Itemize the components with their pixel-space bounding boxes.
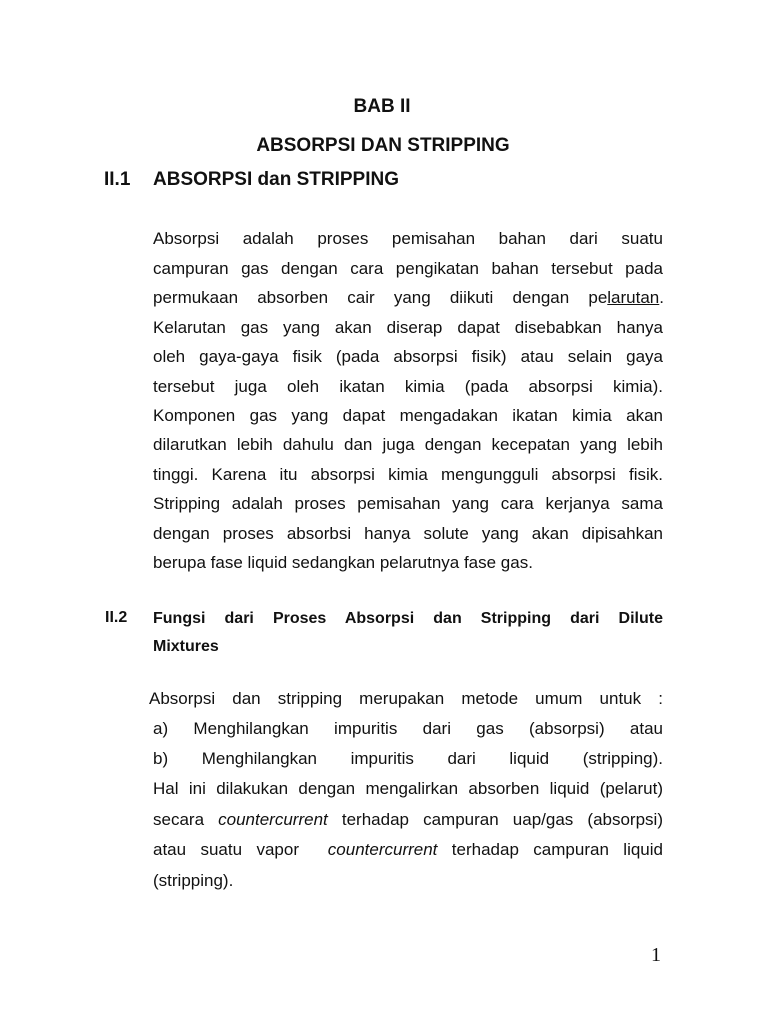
paragraph-line: Kelarutan gas yang akan diserap dapat disebabkan hanya (153, 318, 663, 337)
paragraph-line (153, 288, 664, 308)
section-1-title: ABSORPSI dan STRIPPING (153, 169, 399, 190)
paragraph-line: oleh gaya-gaya fisik (pada absorpsi fisik) atau selain gaya (153, 347, 663, 366)
line-end: . (659, 288, 664, 307)
paragraph-line: Stripping adalah proses pemisahan yang cara kerjanya sama (153, 494, 663, 513)
paragraph-line: dengan proses absorbsi hanya solute yang akan dipisahkan (153, 524, 663, 543)
paragraph-line: tinggi. Karena itu absorpsi kimia mengungguli absorpsi fisik. (153, 465, 663, 484)
section-2-title-cont: Mixtures (153, 638, 219, 655)
paragraph-line: Hal ini dilakukan dengan mengalirkan absorben liquid (pelarut) (153, 779, 663, 798)
paragraph-line: b) Menghilangkan impuritis dari liquid (stripping). (153, 749, 663, 768)
paragraph-line (153, 840, 663, 860)
page-number: 1 (651, 944, 661, 966)
paragraph-line (153, 810, 663, 830)
underlined-word: larutan (607, 288, 660, 307)
line-text: terhadap campuran liquid (437, 840, 663, 859)
line-text: permukaan absorben cair yang diikuti dengan pe (153, 288, 608, 307)
paragraph-line: tersebut juga oleh ikatan kimia (pada absorpsi kimia). (153, 377, 663, 396)
paragraph-line: dilarutkan lebih dahulu dan juga dengan kecepatan yang lebih (153, 435, 663, 454)
section-2-number: II.2 (105, 609, 128, 626)
section-1-number: II.1 (104, 169, 131, 190)
paragraph-line: Komponen gas yang dapat mengadakan ikatan kimia akan (153, 406, 663, 425)
paragraph-line: Absorpsi adalah proses pemisahan bahan dari suatu (153, 229, 663, 248)
chapter-heading: BAB II (353, 96, 411, 117)
paragraph-line: campuran gas dengan cara pengikatan bahan tersebut pada (153, 259, 663, 278)
line-text: secara (153, 810, 219, 829)
paragraph-line: a) Menghilangkan impuritis dari gas (absorpsi) atau (153, 719, 663, 738)
paragraph-line: (stripping). (153, 871, 234, 890)
chapter-title: ABSORPSI DAN STRIPPING (256, 135, 510, 156)
section-2-title: Fungsi dari Proses Absorpsi dan Stripping dari Dilute (153, 610, 663, 627)
section-1-heading (104, 169, 399, 191)
paragraph-line: berupa fase liquid sedangkan pelarutnya fase gas. (153, 553, 533, 572)
line-text: terhadap campuran uap/gas (absorpsi) (327, 810, 663, 829)
italic-term: countercurrent (327, 840, 438, 859)
italic-term: countercurrent (218, 810, 328, 829)
paragraph-line: Absorpsi dan stripping merupakan metode umum untuk : (149, 689, 663, 708)
line-text: atau suatu vapor (153, 840, 328, 859)
